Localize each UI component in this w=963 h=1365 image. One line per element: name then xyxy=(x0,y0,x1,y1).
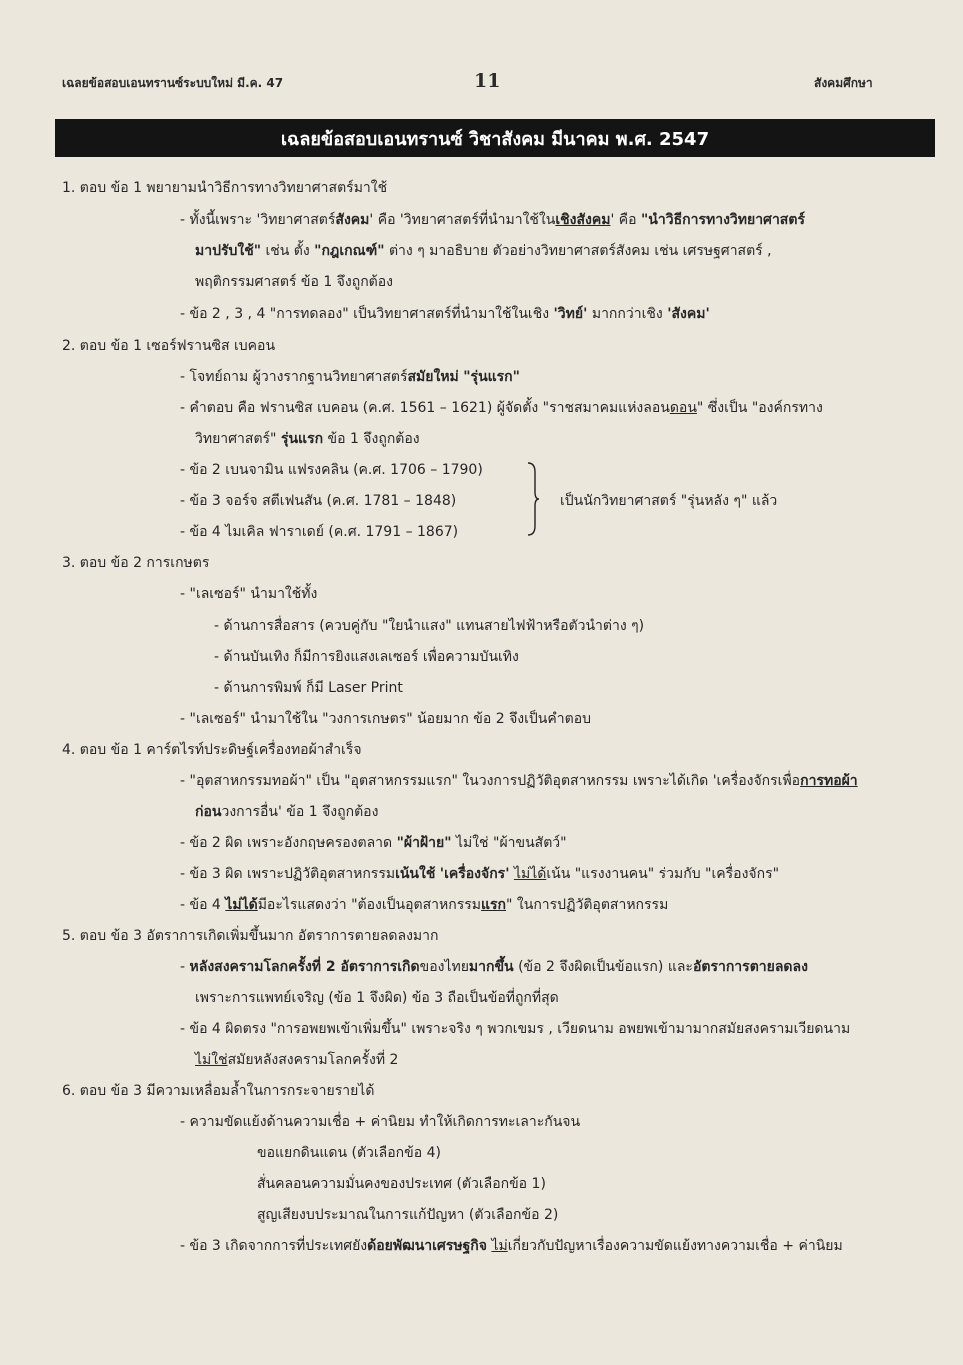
q6-sub-2: สั่นคลอนความมั่นคงของประเทศ (ตัวเลือกข้อ 1) xyxy=(257,1176,546,1192)
right-brace xyxy=(527,462,539,536)
q3-line-1: - "เลเซอร์" นำมาใช้ทั้ง xyxy=(180,586,318,602)
q1-line-4: - ข้อ 2 , 3 , 4 "การทดลอง" เป็นวิทยาศาสตร์ที่นำมาใช้ในเชิง 'วิทย์' มากกว่าเชิง 'สังคม' xyxy=(180,306,710,322)
q3-sub-2: - ด้านบันเทิง ก็มีการยิงแสงเลเซอร์ เพื่อความบันเทิง xyxy=(214,649,519,665)
q4-line-1: - "อุตสาหกรรมทอผ้า" เป็น "อุตสาหกรรมแรก" ในวงการปฏิวัติอุตสาหกรรม เพราะได้เกิด 'เครื่องจักรเพื่อการทอผ้า xyxy=(180,773,858,789)
header-left-title: เฉลยข้อสอบเอนทรานซ์ระบบใหม่ มี.ค. 47 xyxy=(62,76,284,90)
q6-heading: 6. ตอบ ข้อ 3 มีความเหลื่อมล้ำในการกระจายรายได้ xyxy=(62,1083,375,1099)
q2-option-2: - ข้อ 2 เบนจามิน แฟรงคลิน (ค.ศ. 1706 – 1790) xyxy=(180,462,483,478)
page-title-banner: เฉลยข้อสอบเอนทรานซ์ วิชาสังคม มีนาคม พ.ศ. 2547 xyxy=(55,119,935,157)
q2-brace-note: เป็นนักวิทยาศาสตร์ "รุ่นหลัง ๆ" แล้ว xyxy=(560,493,778,509)
q4-line-2: ก่อนวงการอื่น' ข้อ 1 จึงถูกต้อง xyxy=(195,804,379,820)
q6-line-1: - ความขัดแย้งด้านความเชื่อ + ค่านิยม ทำให้เกิดการทะเลาะกันจน xyxy=(180,1114,581,1130)
q2-heading: 2. ตอบ ข้อ 1 เซอร์ฟรานซิส เบคอน xyxy=(62,338,276,354)
q6-sub-1: ขอแยกดินแดน (ตัวเลือกข้อ 4) xyxy=(257,1145,441,1161)
q4-line-3: - ข้อ 2 ผิด เพราะอังกฤษครองตลาด "ผ้าฝ้าย" ไม่ใช่ "ผ้าขนสัตว์" xyxy=(180,835,567,851)
q5-heading: 5. ตอบ ข้อ 3 อัตราการเกิดเพิ่มขึ้นมาก อัตราการตายลดลงมาก xyxy=(62,928,439,944)
q2-option-4: - ข้อ 4 ไมเคิล ฟาราเดย์ (ค.ศ. 1791 – 1867) xyxy=(180,524,459,540)
q1-line-3: พฤติกรรมศาสตร์ ข้อ 1 จึงถูกต้อง xyxy=(195,274,394,290)
q2-line-2: - คำตอบ คือ ฟรานซิส เบคอน (ค.ศ. 1561 – 1621) ผู้จัดตั้ง "ราชสมาคมแห่งลอนดอน" ซึ่งเป็น "องค์กรทาง xyxy=(180,400,823,416)
q5-line-1: - หลังสงครามโลกครั้งที่ 2 อัตราการเกิดของไทยมากขึ้น (ข้อ 2 จึงผิดเป็นข้อแรก) และอัตราการตายลดลง xyxy=(180,959,808,975)
q5-line-2: เพราะการแพทย์เจริญ (ข้อ 1 จึงผิด) ข้อ 3 ถือเป็นข้อที่ถูกที่สุด xyxy=(195,990,559,1006)
q3-heading: 3. ตอบ ข้อ 2 การเกษตร xyxy=(62,555,210,571)
q1-line-1: - ทั้งนี้เพราะ 'วิทยาศาสตร์สังคม' คือ 'วิทยาศาสตร์ที่นำมาใช้ในเชิงสังคม' คือ "นำวิธีการทางวิทยาศาสตร์ xyxy=(180,212,805,228)
q4-line-5: - ข้อ 4 ไม่ได้มีอะไรแสดงว่า "ต้องเป็นอุตสาหกรรมแรก" ในการปฏิวัติอุตสาหกรรม xyxy=(180,897,669,913)
q2-line-1: - โจทย์ถาม ผู้วางรากฐานวิทยาศาสตร์สมัยใหม่ "รุ่นแรก" xyxy=(180,369,520,385)
q3-line-2: - "เลเซอร์" นำมาใช้ใน "วงการเกษตร" น้อยมาก ข้อ 2 จึงเป็นคำตอบ xyxy=(180,711,591,727)
q1-heading: 1. ตอบ ข้อ 1 พยายามนำวิธีการทางวิทยาศาสตร์มาใช้ xyxy=(62,180,388,196)
q2-option-3: - ข้อ 3 จอร์จ สตีเฟนสัน (ค.ศ. 1781 – 1848) xyxy=(180,493,457,509)
header-subject: สังคมศึกษา xyxy=(814,76,873,90)
q6-sub-3: สูญเสียงบประมาณในการแก้ปัญหา (ตัวเลือกข้อ 2) xyxy=(257,1207,559,1223)
q3-sub-3: - ด้านการพิมพ์ ก็มี Laser Print xyxy=(214,680,403,696)
q5-line-4: ไม่ใช่สมัยหลังสงครามโลกครั้งที่ 2 xyxy=(195,1052,399,1068)
q3-sub-1: - ด้านการสื่อสาร (ควบคู่กับ "ใยนำแสง" แทนสายไฟฟ้าหรือตัวนำต่าง ๆ) xyxy=(214,618,645,634)
q5-line-3: - ข้อ 4 ผิดตรง "การอพยพเข้าเพิ่มขึ้น" เพราะจริง ๆ พวกเขมร , เวียดนาม อพยพเข้ามามากสมัยสงครามเวียดนาม xyxy=(180,1021,851,1037)
q4-heading: 4. ตอบ ข้อ 1 คาร์ตไรท์ประดิษฐ์เครื่องทอผ้าสำเร็จ xyxy=(62,742,362,758)
q4-line-4: - ข้อ 3 ผิด เพราะปฏิวัติอุตสาหกรรมเน้นใช้ 'เครื่องจักร' ไม่ได้เน้น "แรงงานคน" ร่วมกับ "เครื่องจักร" xyxy=(180,866,780,882)
q2-line-3: วิทยาศาสตร์" รุ่นแรก ข้อ 1 จึงถูกต้อง xyxy=(195,431,420,447)
page-number: 11 xyxy=(474,70,501,92)
q6-line-2: - ข้อ 3 เกิดจากการที่ประเทศยังด้อยพัฒนาเศรษฐกิจ ไม่เกี่ยวกับปัญหาเรื่องความขัดแย้งทางความเชื่อ + ค่านิยม xyxy=(180,1238,843,1254)
q1-line-2: มาปรับใช้" เช่น ตั้ง "กฎเกณฑ์" ต่าง ๆ มาอธิบาย ตัวอย่างวิทยาศาสตร์สังคม เช่น เศรษฐศาสตร์ , xyxy=(195,243,772,259)
